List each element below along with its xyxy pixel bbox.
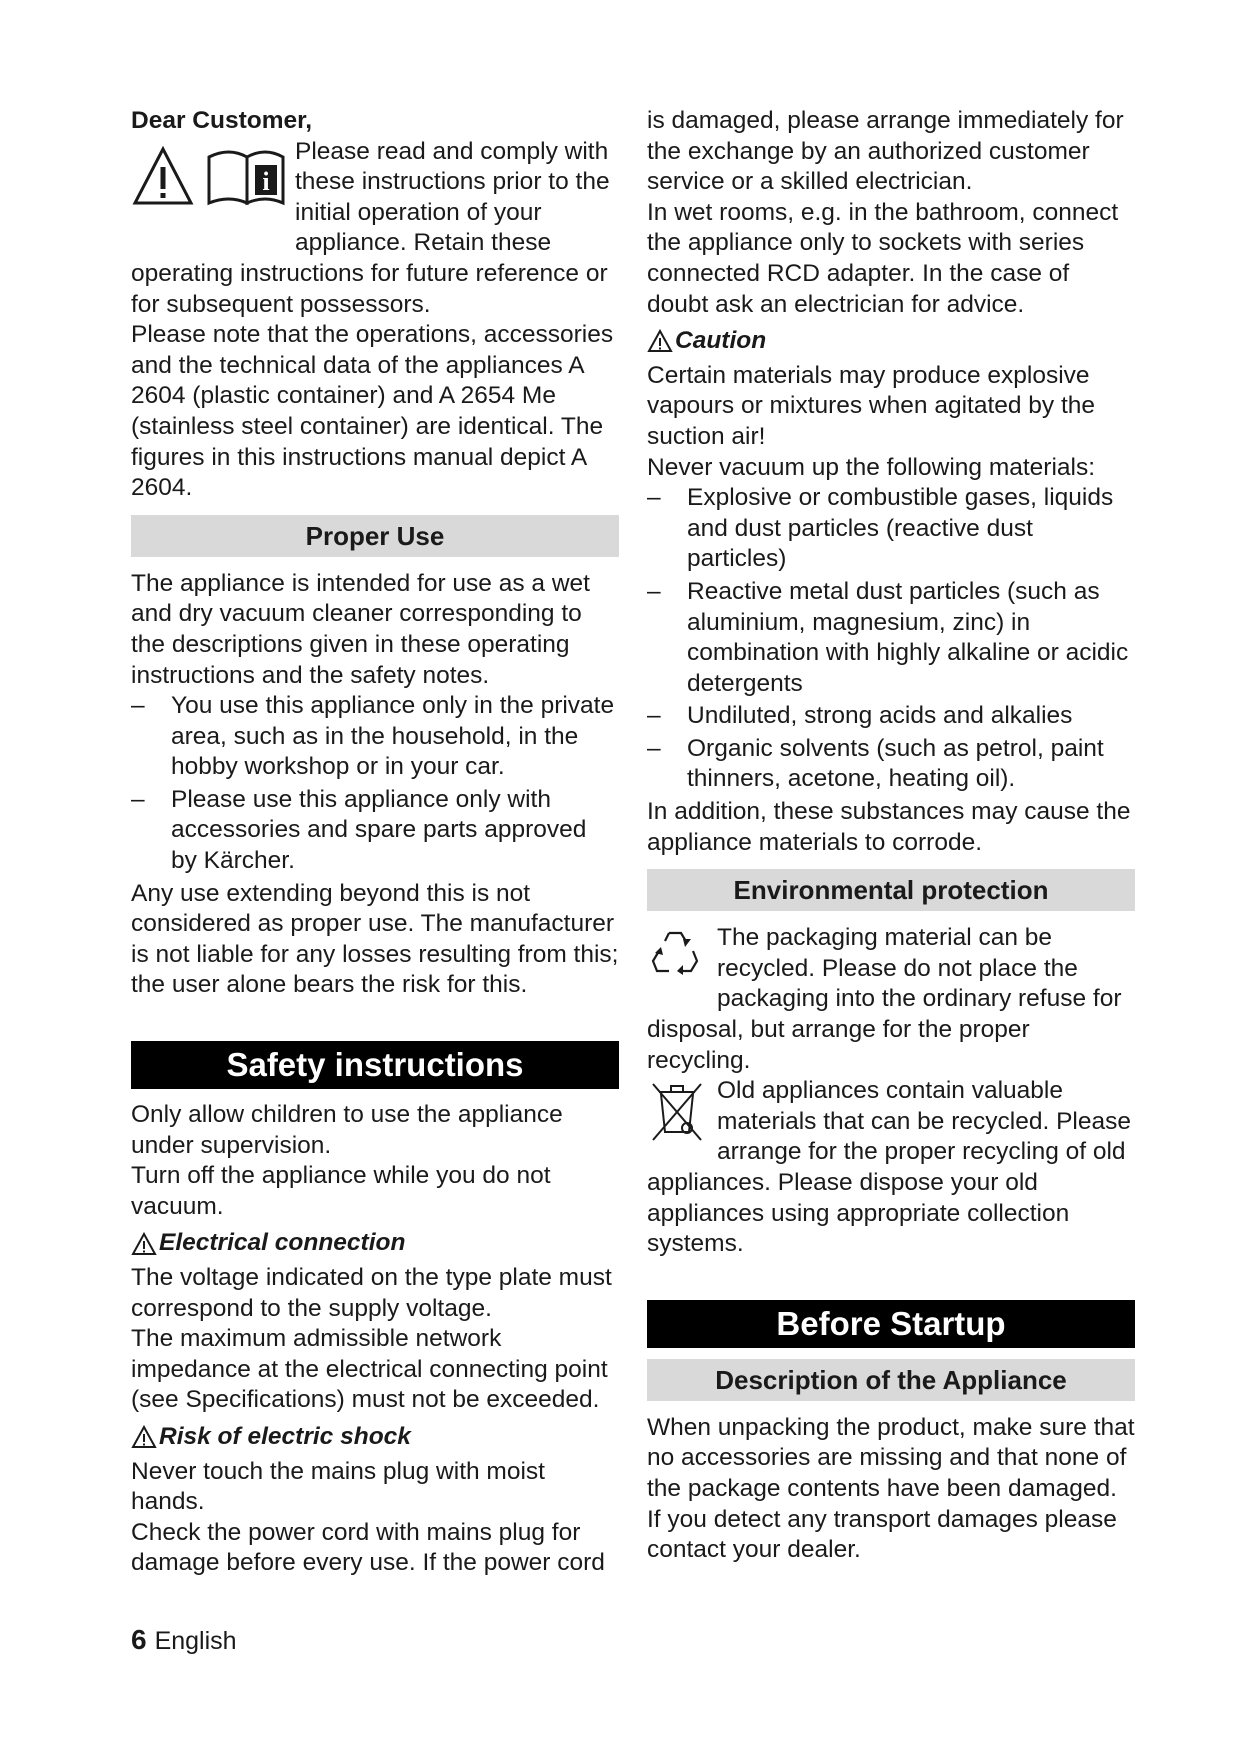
recycle-icon: [649, 927, 701, 977]
caution-explosive: Certain materials may produce explosive vapours or mixtures when agitated by the suction air!: [647, 361, 1096, 450]
warning-triangle-icon: [131, 1232, 157, 1256]
list-item: [131, 785, 619, 877]
recycling-text: The packaging material can be recycled. Please do not place the packaging into the ordinary refuse for disposal, but arrange for the proper recycling.: [647, 924, 1122, 1074]
caution-never-vacuum: Never vacuum up the following materials:: [647, 453, 1096, 481]
safety-children: Only allow children to use the appliance under supervision.: [131, 1101, 563, 1159]
materials-outro: In addition, these substances may cause the appliance materials to corrode.: [647, 798, 1131, 856]
environmental-protection-heading: Environmental protection: [647, 869, 1135, 911]
weee-text: Old appliances contain valuable materials that can be recycled. Please arrange for the proper recycling of old appliances. Please dispose your old appliances using appropriate collection systems.: [647, 1077, 1131, 1258]
caution-label: Caution: [675, 327, 767, 355]
safety-heading: Safety instructions: [131, 1041, 619, 1089]
electrical-voltage: The voltage indicated on the type plate must correspond to the supply voltage.: [131, 1264, 612, 1322]
electrical-connection-heading: [131, 1228, 619, 1259]
dash-bullet: –: [647, 577, 661, 605]
weee-block: [647, 1076, 1135, 1260]
list-item: [131, 691, 619, 783]
recycling-block: [647, 923, 1135, 1076]
svg-text:i: i: [262, 166, 270, 196]
dash-bullet: –: [647, 484, 661, 512]
greeting: Dear Customer,: [131, 107, 313, 134]
list-item-text: You use this appliance only in the private area, such as in the household, in the hobby workshop or in your car.: [171, 692, 615, 781]
before-startup-heading: Before Startup: [647, 1300, 1135, 1348]
warning-triangle-icon: [647, 329, 673, 353]
shock-power-cord: Check the power cord with mains plug for damage before every use. If the power cord: [131, 1518, 605, 1577]
dash-bullet: –: [647, 702, 661, 730]
proper-use-heading: Proper Use: [131, 515, 619, 557]
list-item: [647, 701, 1135, 732]
dash-bullet: –: [131, 692, 145, 720]
left-column: [131, 106, 619, 1579]
list-item-text: Reactive metal dust particles (such as aluminium, magnesium, zinc) in combination with highly alkaline or acidic detergents: [687, 577, 1129, 697]
dash-bullet: –: [131, 785, 145, 813]
shock-moist-hands: Never touch the mains plug with moist hands.: [131, 1457, 545, 1516]
list-item-text: Please use this appliance only with accessories and spare parts approved by Kärcher.: [171, 785, 587, 875]
list-item-text: Undiluted, strong acids and alkalies: [687, 702, 1073, 730]
power-cord-continued: is damaged, please arrange immediately for the exchange by an authorized customer service or a skilled electrician.: [647, 107, 1124, 196]
read-manual-icon: [209, 152, 283, 203]
list-item: [647, 483, 1135, 575]
crossed-bin-icon: [649, 1080, 705, 1146]
wet-rooms-text: In wet rooms, e.g. in the bathroom, connect the appliance only to sockets with series connected RCD adapter. In the case of doubt ask an electrician for advice.: [647, 198, 1119, 318]
caution-heading: [647, 326, 1135, 357]
list-item-text: Organic solvents (such as petrol, paint thinners, acetone, heating oil).: [687, 734, 1104, 793]
page-language: English: [154, 1627, 237, 1655]
electric-shock-label: Risk of electric shock: [159, 1422, 411, 1450]
models-note: Please note that the operations, accessories and the technical data of the appliances A 2604 (plastic container) and A 2654 Me (stainless steel container) are identical. The figures in this instructions manual depict A 2604.: [131, 321, 614, 502]
proper-use-outro: Any use extending beyond this is not considered as proper use. The manufacturer is not liable for any losses resulting from this; the user alone bears the risk for this.: [131, 879, 619, 999]
dash-bullet: –: [647, 734, 661, 762]
electrical-connection-label: Electrical connection: [159, 1229, 406, 1257]
list-item: [647, 577, 1135, 699]
materials-list: [647, 483, 1135, 795]
description-heading: Description of the Appliance: [647, 1359, 1135, 1401]
weee-icon-box: [647, 1076, 717, 1138]
electric-shock-heading: [131, 1422, 619, 1453]
intro-block: [131, 137, 619, 321]
proper-use-intro: The appliance is intended for use as a wet and dry vacuum cleaner corresponding to the descriptions given in these operating instructions and the safety notes.: [131, 569, 590, 689]
page-footer: [131, 1624, 237, 1656]
recycle-icon-box: [647, 923, 717, 985]
list-item-text: Explosive or combustible gases, liquids and dust particles (reactive dust particles): [687, 484, 1114, 573]
list-item: [647, 734, 1135, 795]
electrical-impedance: The maximum admissible network impedance at the electrical connecting point (see Specifications) must not be exceeded.: [131, 1325, 608, 1414]
unpacking-text: When unpacking the product, make sure that no accessories are missing and that none of the package contents have been damaged. If you detect any transport damages please contact your dealer.: [647, 1413, 1135, 1564]
intro-text: Please read and comply with these instructions prior to the initial operation of your appliance. Retain these operating instructions for future reference or for subsequent possessors.: [131, 137, 610, 318]
warning-triangle-icon: [131, 1425, 157, 1449]
safety-turn-off: Turn off the appliance while you do not vacuum.: [131, 1162, 551, 1220]
warning-triangle-icon: [131, 143, 291, 213]
right-column: [647, 106, 1135, 1566]
page-number: 6: [131, 1624, 147, 1655]
intro-icons: [131, 137, 295, 229]
proper-use-list: [131, 691, 619, 877]
